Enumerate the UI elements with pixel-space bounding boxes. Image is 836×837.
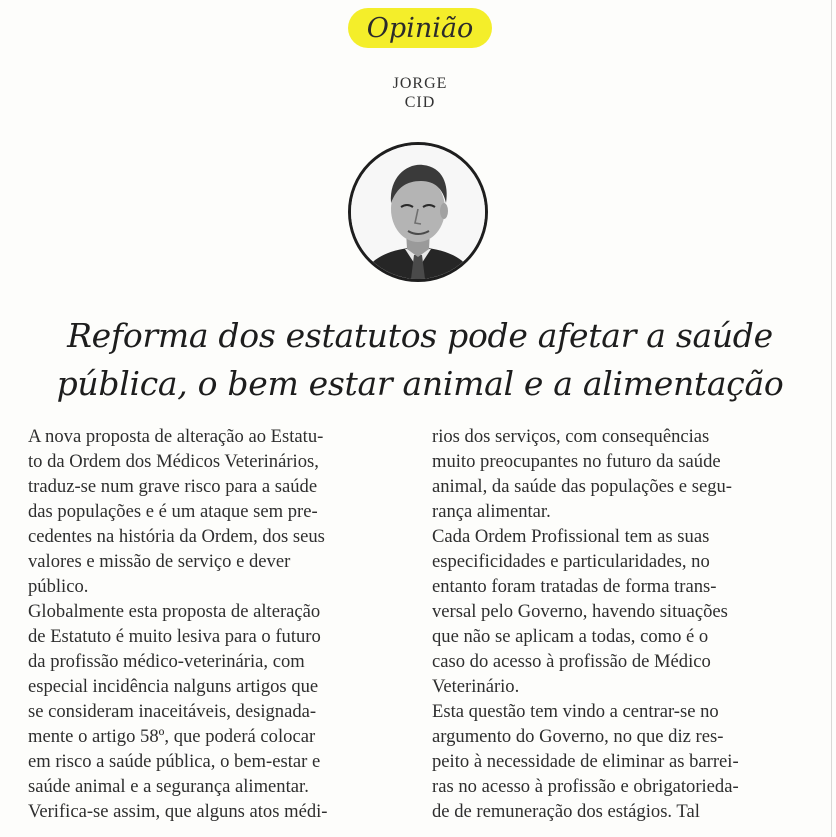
body-line: muito preocupantes no futuro da saúde: [432, 451, 721, 472]
author-last-name: CID: [404, 94, 436, 111]
body-line: Veterinário.: [432, 676, 520, 697]
body-line: versal pelo Governo, havendo situações: [432, 601, 728, 622]
body-line: Verifica-se assim, que alguns atos médi-: [28, 801, 328, 822]
body-line: especial incidência nalguns artigos que: [28, 676, 319, 697]
page-edge-divider: [831, 0, 832, 837]
body-line: A nova proposta de alteração ao Estatu-: [28, 426, 324, 447]
article-column-left: [28, 424, 420, 824]
body-line: rança alimentar.: [432, 501, 551, 522]
body-line: rios dos serviços, com consequências: [432, 426, 710, 447]
body-line: entanto foram tratadas de forma trans-: [432, 576, 717, 597]
body-line: que não se aplicam a todas, como é o: [432, 626, 709, 647]
body-line: caso do acesso à profissão de Médico: [432, 651, 711, 672]
body-line: especificidades e particularidades, no: [432, 551, 710, 572]
article-headline: [20, 312, 820, 408]
author-byline: [300, 74, 540, 112]
body-line: Cada Ordem Profissional tem as suas: [432, 526, 710, 547]
body-line: ras no acesso à profissão e obrigatorieda-: [432, 776, 739, 797]
author-portrait-icon: [348, 142, 488, 282]
body-line: das populações e é um ataque sem pre-: [28, 501, 318, 522]
body-line: argumento do Governo, no que diz res-: [432, 726, 724, 747]
portrait-drawing: [351, 145, 485, 279]
body-line: mente o artigo 58º, que poderá colocar: [28, 726, 316, 747]
body-line: traduz-se num grave risco para a saúde: [28, 476, 318, 497]
body-line: se consideram inaceitáveis, designada-: [28, 701, 317, 722]
headline-line-1: Reforma dos estatutos pode afetar a saúde: [67, 316, 773, 355]
body-line: em risco a saúde pública, o bem-estar e: [28, 751, 321, 772]
section-label-badge: [348, 8, 492, 48]
body-line: Esta questão tem vindo a centrar-se no: [432, 701, 719, 722]
body-line: público.: [28, 576, 89, 597]
body-line: valores e missão de serviço e dever: [28, 551, 291, 572]
body-line: da profissão médico-veterinária, com: [28, 651, 305, 672]
body-line: de Estatuto é muito lesiva para o futuro: [28, 626, 321, 647]
body-line: Globalmente esta proposta de alteração: [28, 601, 321, 622]
body-line: cedentes na história da Ordem, dos seus: [28, 526, 325, 547]
author-first-name: JORGE: [392, 75, 448, 92]
body-line: to da Ordem dos Médicos Veterinários,: [28, 451, 319, 472]
body-line: saúde animal e a segurança alimentar.: [28, 776, 309, 797]
body-line: animal, da saúde das populações e segu-: [432, 476, 732, 497]
section-label-text: Opinião: [366, 12, 474, 44]
body-line: peito à necessidade de eliminar as barrei-: [432, 751, 739, 772]
headline-line-2: pública, o bem estar animal e a alimentação: [56, 364, 784, 403]
article-column-right: [432, 424, 824, 824]
body-line: de de remuneração dos estágios. Tal: [432, 801, 700, 822]
